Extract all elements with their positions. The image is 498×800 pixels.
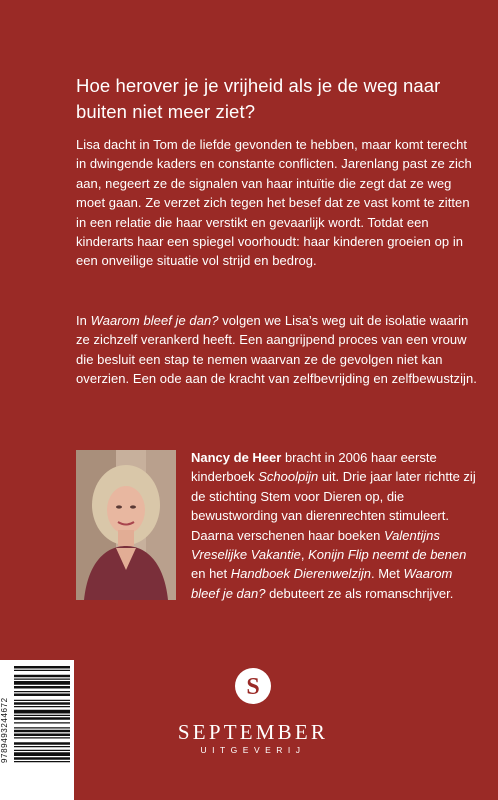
bio-book-4: Handboek Dierenwelzijn: [230, 566, 371, 582]
book-title-italic: Waarom bleef je dan?: [90, 313, 219, 328]
barcode-bar: [14, 694, 70, 697]
barcode-bar: [14, 757, 70, 760]
barcode-bar: [14, 681, 70, 685]
barcode-bar: [14, 691, 70, 692]
bio-book-2: Valentijns Vreselijke Vakantie: [191, 527, 440, 563]
bio-text-6: debuteert ze als romanschrijver.: [265, 585, 454, 601]
barcode-bar: [14, 702, 70, 705]
barcode-bar: [14, 715, 70, 716]
publisher-logo-letter: S: [246, 674, 260, 700]
publisher-subtitle: UITGEVERIJ: [200, 745, 306, 755]
barcode-bar: [14, 746, 70, 747]
blurb-paragraph-1: Lisa dacht in Tom de liefde gevonden te hebben, maar komt terecht in dwingende kaders en constante conflicten. Jarenlang past ze zich aan, negeert ze de signalen van haar intuïtie die zegt dat ze weg moet gaan. Ze verzet zich tegen het besef dat ze vast komt te zitten in een relatie die haar verstikt en gevaarlijk wordt. Totdat een kinderarts haar een spiegel voorhoudt: haar kinderen groeien op in een onveilige situatie vol strijd en bedrog.: [76, 137, 472, 269]
barcode-bar: [14, 675, 70, 678]
bio-book-5: Waarom bleef je dan?: [191, 566, 453, 601]
author-bio: [191, 448, 481, 603]
barcode-bar: [14, 752, 70, 756]
barcode-bar: [14, 742, 70, 745]
barcode-bar: [14, 730, 70, 733]
bio-text-1: bracht in 2006 haar eerste kinderboek: [191, 450, 437, 485]
barcode-bar: [14, 700, 70, 701]
isbn-number: 9789493244672: [0, 697, 9, 763]
barcode-bar: [14, 666, 70, 669]
barcode-bar: [14, 706, 70, 707]
barcode-bar: [14, 727, 70, 728]
blurb-paragraph-2: [76, 311, 478, 389]
barcode-bar: [14, 761, 70, 762]
bio-text-4: en het: [191, 566, 231, 582]
barcode-bar: [14, 734, 70, 737]
barcode-bar: [14, 750, 70, 751]
barcode-bar: [14, 710, 70, 714]
headline: Hoe herover je je vrijheid als je de weg naar buiten niet meer ziet?: [76, 75, 441, 122]
publisher-logo-icon: [235, 668, 271, 704]
barcode-bar: [14, 679, 70, 680]
barcode-bar: [14, 722, 70, 723]
barcode-bar: [14, 717, 70, 720]
bio-text-2: uit. Drie jaar later richtte zij de stichting Stem voor Dieren op, die bewustwording van dierenrechten stimuleert. Daarna verschenen haar boeken: [191, 469, 476, 543]
bio-book-3: Konijn Flip neemt de benen: [308, 547, 467, 563]
publisher-name: SEPTEMBER: [177, 720, 329, 744]
bio-text-3: ,: [300, 547, 309, 563]
bio-book-1: Schoolpijn: [258, 469, 319, 485]
barcode-bar: [14, 670, 70, 671]
author-name: Nancy de Heer: [191, 450, 282, 465]
barcode-bar: [14, 737, 70, 738]
barcode-bar: [14, 686, 70, 689]
bio-text-5: . Met: [370, 566, 404, 582]
author-photo: [76, 450, 176, 600]
paragraph2-rest: volgen we Lisa’s weg uit de isolatie waarin ze zichzelf verankerd heeft. Een aangrijpend proces van een vrouw die besluit een stap te nemen waarvan ze de gevolgen niet kan overzien. Een ode aan de kracht van zelfbevrijding en zelfbewustzijn.: [76, 313, 477, 387]
paragraph2-prefix: In: [76, 313, 91, 328]
